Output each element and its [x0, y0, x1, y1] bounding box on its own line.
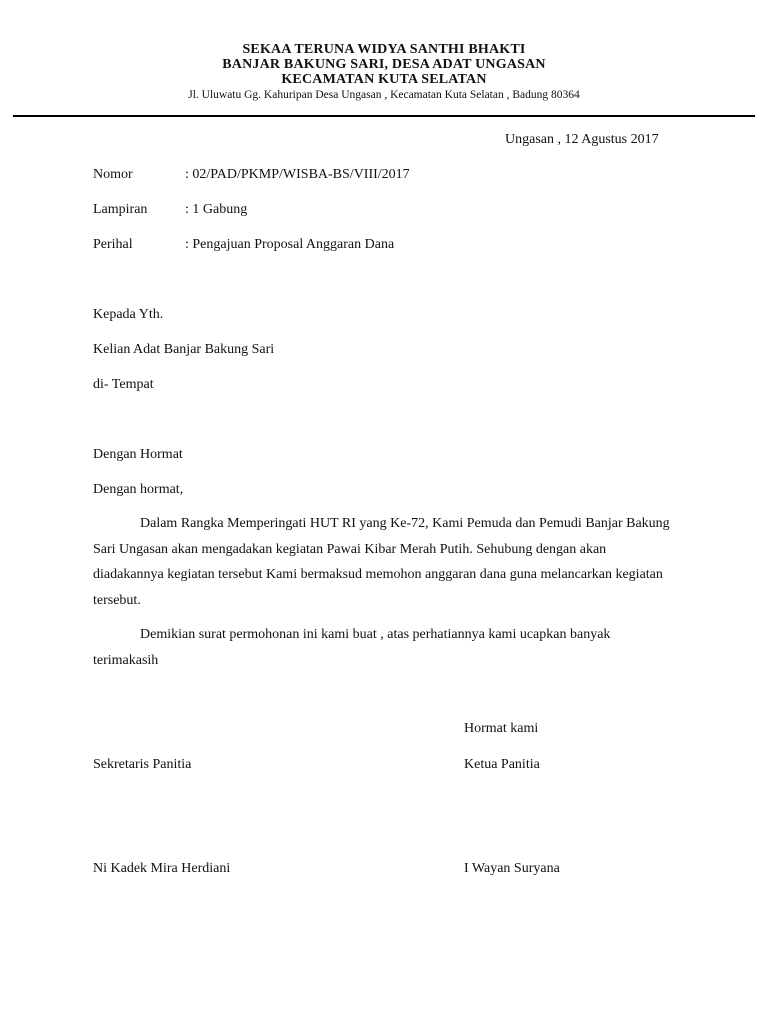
- closing-regards: Hormat kami: [464, 721, 539, 736]
- body-paragraph-1: [93, 511, 675, 613]
- nomor-value: : 02/PAD/PKMP/WISBA-BS/VIII/2017: [185, 167, 410, 182]
- recipient-greeting: Kepada Yth.: [93, 307, 164, 322]
- secretary-name: Ni Kadek Mira Herdiani: [93, 861, 231, 876]
- letter-date: Ungasan , 12 Agustus 2017: [505, 132, 659, 147]
- letterhead-divider: [13, 115, 755, 117]
- salutation-opening: Dengan hormat,: [93, 482, 184, 497]
- letterhead: [0, 42, 768, 102]
- letterhead-organization: SEKAA TERUNA WIDYA SANTHI BHAKTI: [242, 42, 526, 57]
- letterhead-address: Jl. Uluwatu Gg. Kahuripan Desa Ungasan , Kecamatan Kuta Selatan , Badung 80364: [188, 89, 580, 101]
- nomor-label: Nomor: [93, 167, 133, 182]
- recipient-name: Kelian Adat Banjar Bakung Sari: [93, 342, 275, 357]
- perihal-label: Perihal: [93, 237, 133, 252]
- recipient-place: di- Tempat: [93, 377, 154, 392]
- body-paragraph-1-text: Dalam Rangka Memperingati HUT RI yang Ke-72, Kami Pemuda dan Pemudi Banjar Bakung Sari Ungasan akan mengadakan kegiatan Pawai Kibar Merah Putih. Sehubung dengan akan diadakannya kegiatan tersebut Kami bermaksud memohon anggaran dana guna melancarkan kegiatan tersebut.: [93, 516, 670, 608]
- lampiran-label: Lampiran: [93, 202, 148, 217]
- chairman-name: I Wayan Suryana: [464, 861, 560, 876]
- salutation-formal: Dengan Hormat: [93, 447, 183, 462]
- perihal-value: : Pengajuan Proposal Anggaran Dana: [185, 237, 395, 252]
- lampiran-value: : 1 Gabung: [185, 202, 248, 217]
- letterhead-banjar: BANJAR BAKUNG SARI, DESA ADAT UNGASAN: [222, 57, 546, 72]
- secretary-title: Sekretaris Panitia: [93, 757, 192, 772]
- body-paragraph-2-text: Demikian surat permohonan ini kami buat , atas perhatiannya kami ucapkan banyak terimakasih: [93, 627, 611, 668]
- chairman-title: Ketua Panitia: [464, 757, 540, 772]
- letterhead-kecamatan: KECAMATAN KUTA SELATAN: [281, 72, 487, 87]
- body-paragraph-2: [93, 622, 675, 673]
